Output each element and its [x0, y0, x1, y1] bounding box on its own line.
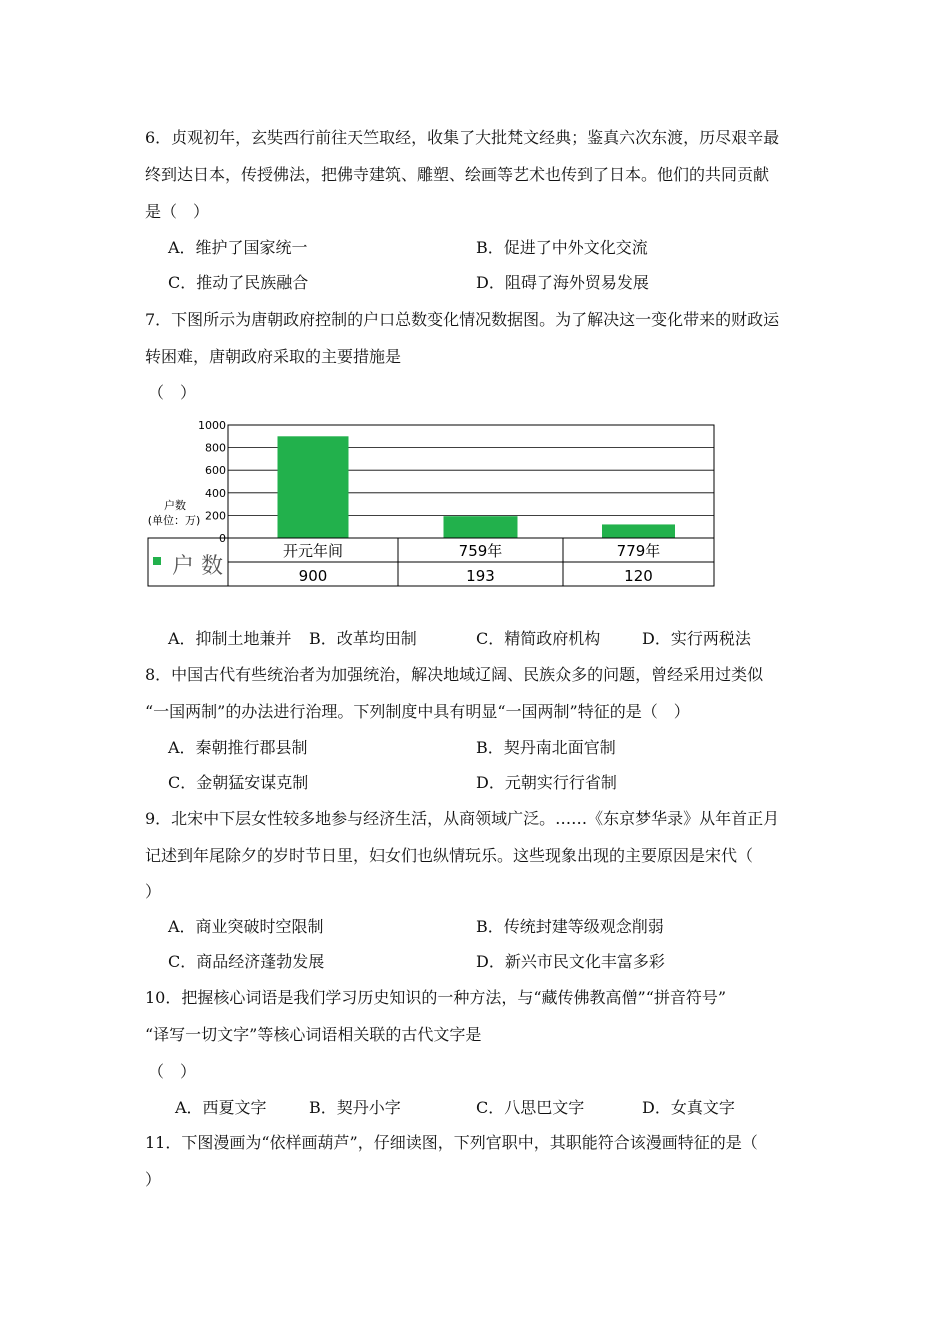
- chart-y-tick-label: 1000: [198, 419, 226, 432]
- chart-value-label: 900: [298, 567, 328, 585]
- chart-ylabel-line-2: (单位：万): [147, 514, 201, 527]
- q8-option-c: C．金朝猛安谋克制: [168, 773, 309, 792]
- chart-value-label: 120: [624, 567, 653, 585]
- q9-stem-line-2: 记述到年尾除夕的岁时节日里，妇女们也纵情玩乐。这些现象出现的主要原因是宋代（: [145, 846, 754, 865]
- q9-option-c: C．商品经济蓬勃发展: [168, 952, 325, 971]
- q6-stem-line-3: 是（ ）: [145, 202, 210, 221]
- q10-stem-line-3: （ ）: [148, 1062, 197, 1081]
- q7-stem-line-2: 转困难，唐朝政府采取的主要措施是: [145, 347, 402, 366]
- q9-stem-line-3: ）: [145, 882, 162, 901]
- chart-ylabel-line-1: 户数: [164, 499, 186, 512]
- chart-bars: [278, 436, 676, 538]
- chart-y-tick-label: 200: [205, 509, 226, 523]
- chart-bar: [602, 524, 675, 538]
- q10-option-b: B．契丹小字: [309, 1098, 401, 1117]
- q8-option-d: D．元朝实行行省制: [476, 773, 617, 792]
- q10-stem-line-1: 10．把握核心词语是我们学习历史知识的一种方法，与“藏传佛教高僧”“拼音符号”: [145, 988, 727, 1007]
- q7-option-c: C．精简政府机构: [476, 629, 601, 648]
- chart-table-labels: [283, 542, 660, 585]
- q10-option-c: C．八思巴文字: [476, 1098, 585, 1117]
- q7-stem-line-3: （ ）: [148, 383, 197, 402]
- q6-option-c: C．推动了民族融合: [168, 273, 309, 292]
- household-chart: [140, 418, 720, 590]
- q11-stem-line-2: ）: [145, 1170, 162, 1189]
- q8-stem-line-1: 8．中国古代有些统治者为加强统治，解决地域辽阔、民族众多的问题，曾经采用过类似: [145, 665, 764, 684]
- chart-y-ticks: [198, 419, 226, 545]
- q9-option-b: B．传统封建等级观念削弱: [476, 917, 664, 936]
- q7-option-a: A．抑制土地兼并: [168, 629, 292, 648]
- q9-option-a: A．商业突破时空限制: [168, 917, 324, 936]
- q6-option-a: A．维护了国家统一: [168, 238, 308, 257]
- chart-y-tick-label: 600: [205, 464, 226, 478]
- chart-category-label: 779年: [616, 542, 661, 560]
- q7-option-b: B．改革均田制: [309, 629, 417, 648]
- chart-y-tick-label: 0: [219, 532, 226, 545]
- q6-option-d: D．阻碍了海外贸易发展: [476, 273, 649, 292]
- q6-stem-line-1: 6．贞观初年，玄奘西行前往天竺取经，收集了大批梵文经典；鉴真六次东渡，历尽艰辛最: [145, 128, 780, 147]
- q11-stem-line-1: 11．下图漫画为“依样画葫芦”，仔细读图，下列官职中，其职能符合该漫画特征的是（: [145, 1133, 758, 1152]
- chart-bar: [444, 516, 518, 538]
- q7-option-d: D．实行两税法: [642, 629, 751, 648]
- chart-bar: [278, 436, 349, 538]
- q8-option-a: A．秦朝推行郡县制: [168, 738, 308, 757]
- q10-stem-line-2: “译写一切文字”等核心词语相关联的古代文字是: [145, 1025, 482, 1044]
- q10-option-d: D．女真文字: [642, 1098, 735, 1117]
- q10-option-a: A．西夏文字: [175, 1098, 267, 1117]
- chart-category-label: 开元年间: [282, 542, 344, 560]
- q6-stem-line-2: 终到达日本，传授佛法，把佛寺建筑、雕塑、绘画等艺术也传到了日本。他们的共同贡献: [145, 165, 770, 184]
- chart-category-label: 759年: [458, 542, 503, 560]
- q8-stem-line-2: “一国两制”的办法进行治理。下列制度中具有明显“一国两制”特征的是（ ）: [145, 702, 690, 721]
- chart-y-tick-label: 400: [205, 486, 226, 500]
- q6-option-b: B．促进了中外文化交流: [476, 238, 648, 257]
- q9-stem-line-1: 9．北宋中下层女性较多地参与经济生活，从商领域广泛。……《东京梦华录》从年首正月: [145, 809, 780, 828]
- chart-value-label: 193: [466, 567, 495, 585]
- chart-legend-swatch: [153, 557, 161, 565]
- q7-stem-line-1: 7．下图所示为唐朝政府控制的户口总数变化情况数据图。为了解决这一变化带来的财政运: [145, 310, 780, 329]
- q9-option-d: D．新兴市民文化丰富多彩: [476, 952, 665, 971]
- chart-y-tick-label: 800: [205, 441, 226, 455]
- q8-option-b: B．契丹南北面官制: [476, 738, 616, 757]
- chart-legend-label: 户 数: [172, 554, 223, 579]
